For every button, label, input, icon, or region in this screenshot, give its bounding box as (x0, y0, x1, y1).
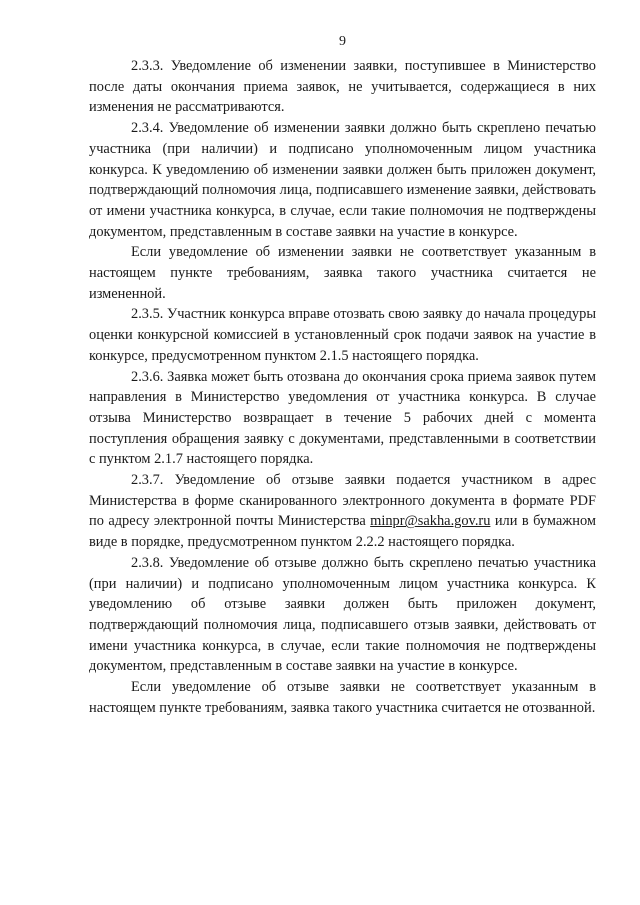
paragraph-2-3-4-note: Если уведомление об изменении заявки не соответствует указанным в настоящем пункте требованиям, заявка такого участника считается не измененной. (89, 244, 596, 302)
paragraph-2-3-4: 2.3.4. Уведомление об изменении заявки должно быть скреплено печатью участника (при наличии) и подписано уполномоченным лицом участника конкурса. К уведомлению об изменении заявки должен быть приложен документ, подтверждающий полномочия лица, подписавшего изменение заявки, действовать от имени участника конкурса, в случае, если такие полномочия не подтверждены документом, представленным в составе заявки на участие в конкурсе. (89, 120, 596, 240)
page-number: 9 (339, 34, 346, 49)
paragraph-2-3-8: 2.3.8. Уведомление об отзыве должно быть скреплено печатью участника (при наличии) и подписано уполномоченным лицом участника конкурса. К уведомлению об отзыве заявки должен быть приложен документ, подтверждающий полномочия лица, подписавшего отзыв заявки, действовать от имени участника конкурса, в случае, если такие полномочия не подтверждены документом, представленным в составе заявки на участие в конкурсе. (89, 554, 596, 675)
paragraph-2-3-7-text-after: или в бумажном виде в порядке, предусмотренном пунктом 2.2.2 настоящего порядка. (89, 513, 596, 551)
paragraph-2-3-3: 2.3.3. Уведомление об изменении заявки, поступившее в Министерство после даты окончания приема заявок, не учитывается, содержащиеся в них изменения не рассматриваются. (89, 58, 596, 116)
paragraph-2-3-5: 2.3.5. Участник конкурса вправе отозвать свою заявку до начала процедуры оценки конкурсной комиссией в установленный срок подачи заявок на участие в конкурсе, предусмотренном пунктом 2.1.5 настоящего порядка. (89, 306, 596, 364)
paragraph-2-3-7 (89, 470, 596, 553)
paragraph-2-3-6: 2.3.6. Заявка может быть отозвана до окончания срока приема заявок путем направления в Министерство уведомления от участника конкурса. В случае отзыва Министерство возвращает в течение 5 рабочих дней с момента поступления обращения заявку с документами, представленными в соответствии с пунктом 2.1.7 настоящего порядка. (89, 368, 596, 468)
email-link[interactable]: minpr@sakha.gov.ru (370, 513, 491, 530)
paragraph-2-3-8-note: Если уведомление об отзыве заявки не соответствует указанным в настоящем пункте требованиям, заявка такого участника считается не отозванной. (89, 679, 596, 716)
paragraph-2-3-7-text-before: 2.3.7. Уведомление об отзыве заявки подается участником в адрес Министерства в форме сканированного электронного документа в формате PDF по адресу электронной почты Министерства (89, 472, 596, 530)
